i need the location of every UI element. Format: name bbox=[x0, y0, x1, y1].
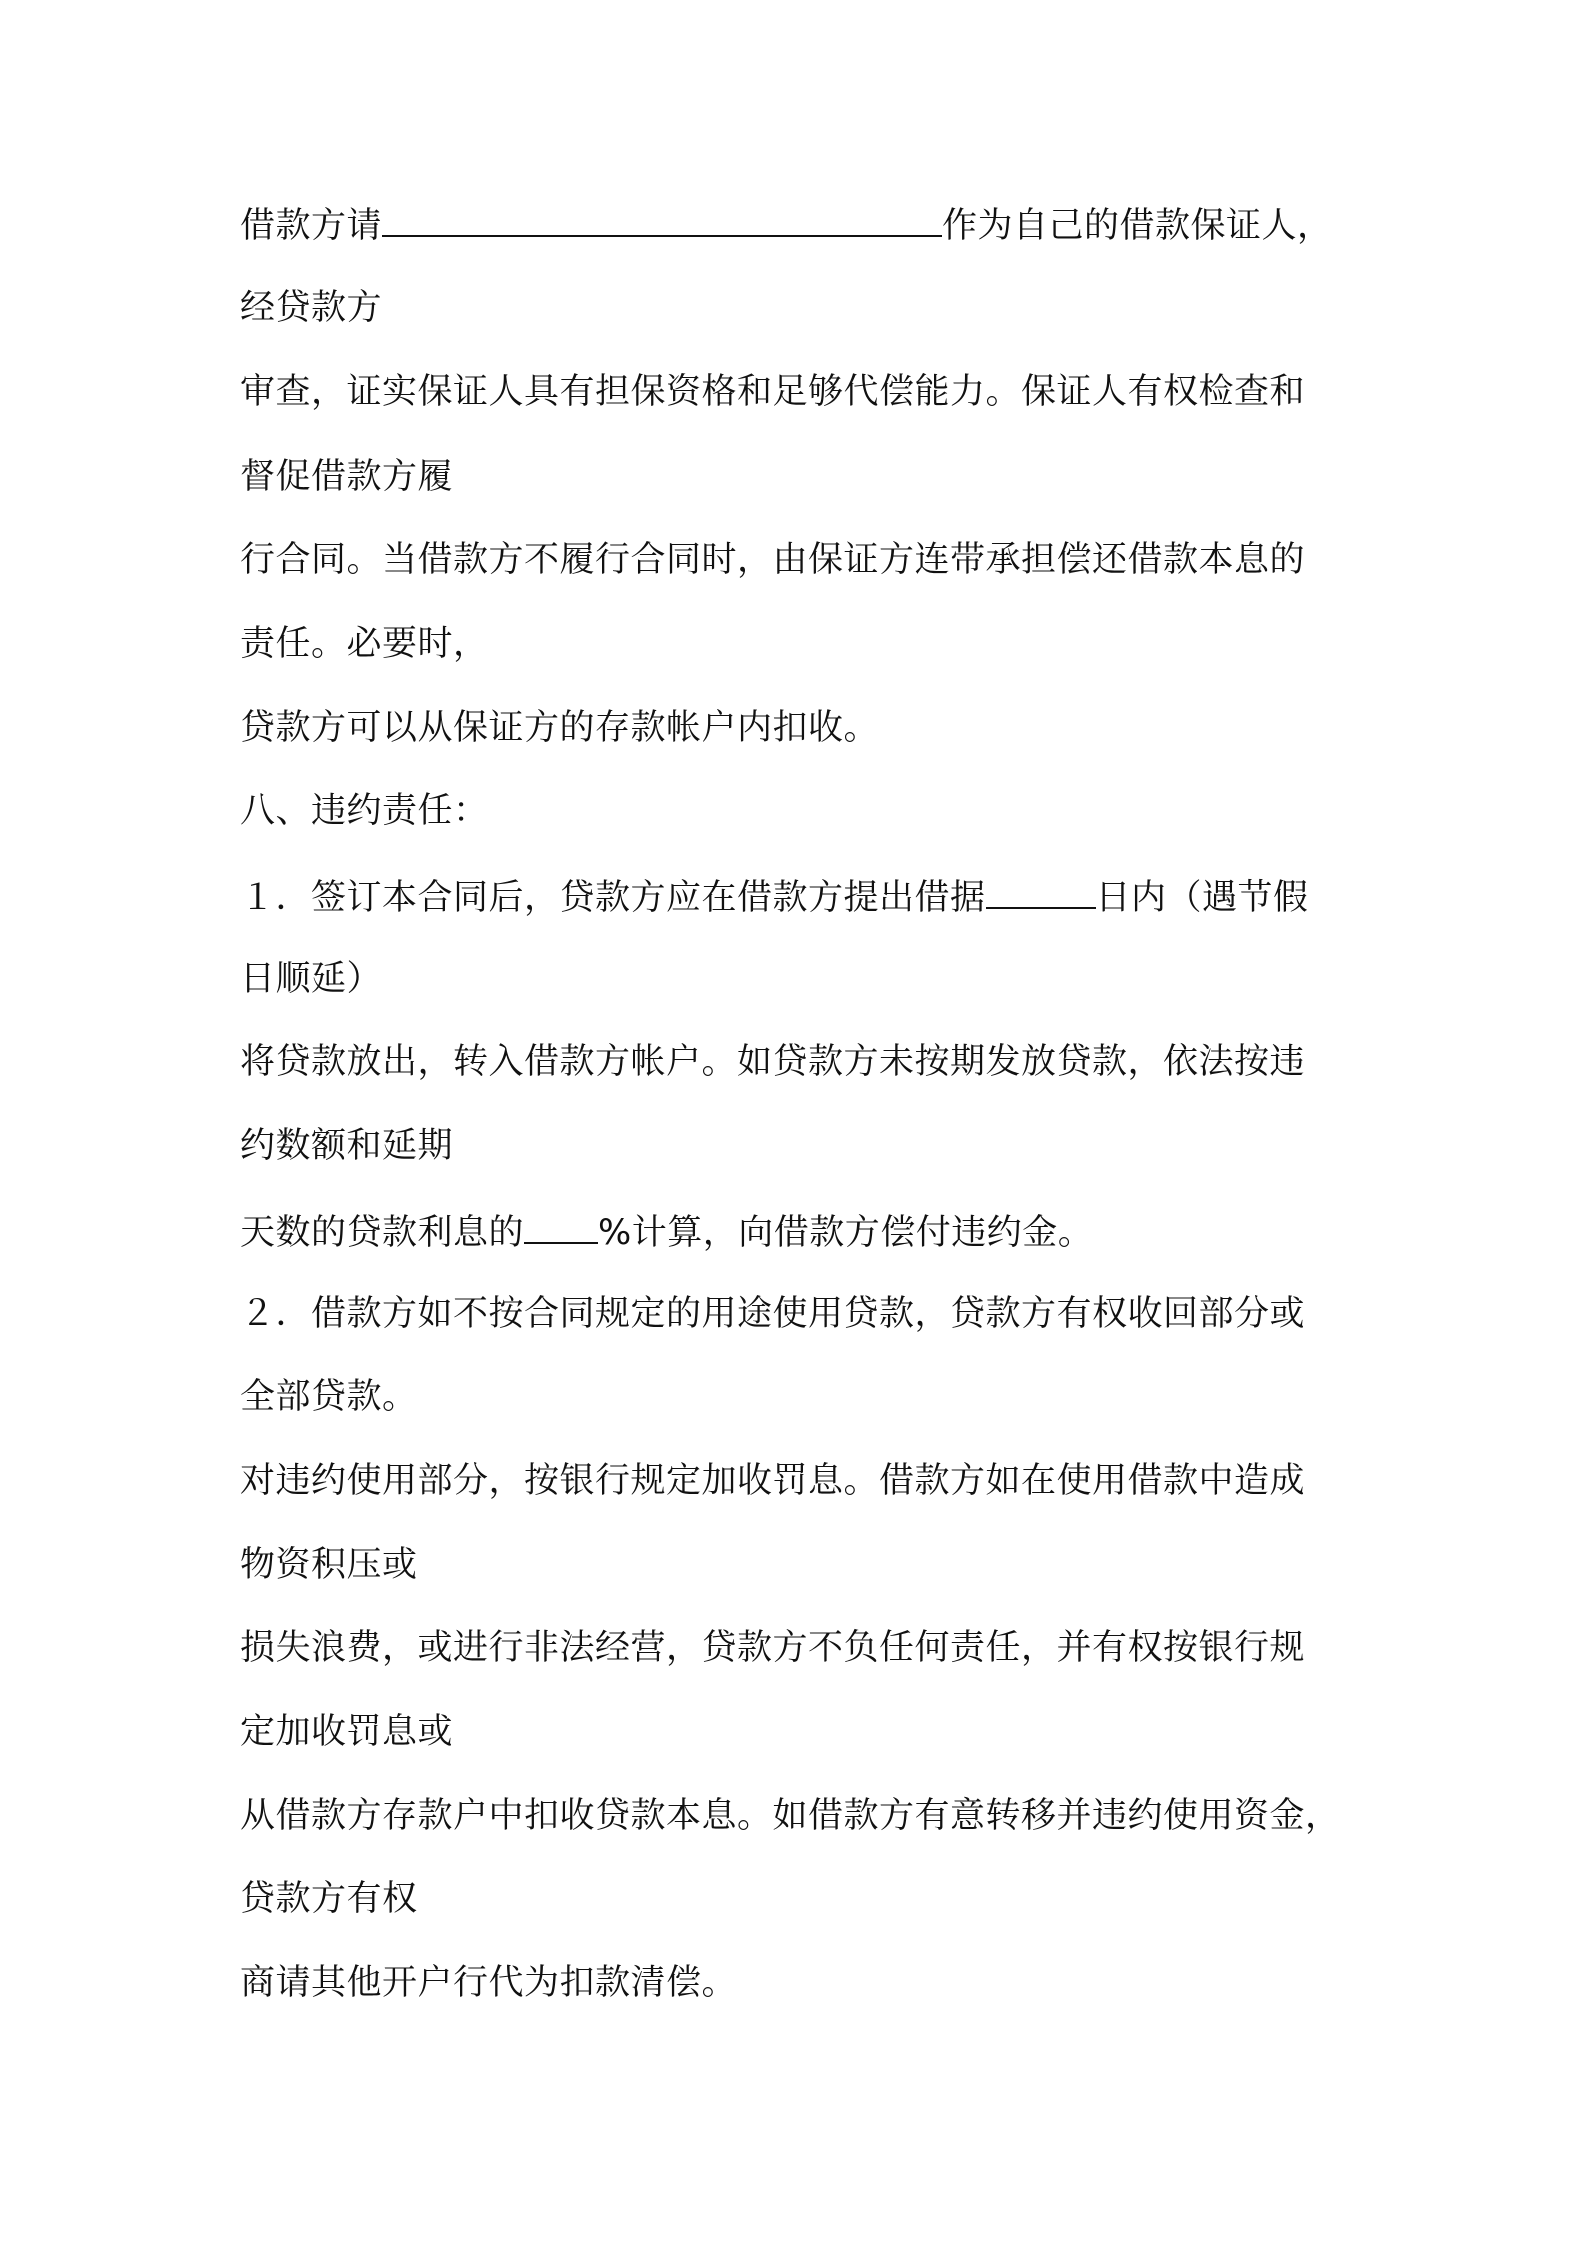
text-segment: 天数的贷款利息的 bbox=[240, 1213, 525, 1253]
text-line: 经贷款方 bbox=[240, 288, 383, 328]
text-line: ２．借款方如不按合同规定的用途使用贷款，贷款方有权收回部分或 bbox=[240, 1294, 1306, 1334]
text-segment: 作为自己的借款保证人， bbox=[942, 206, 1333, 246]
text-line: 全部贷款。 bbox=[240, 1377, 418, 1417]
text-segment: 日内（遇节假 bbox=[1095, 878, 1309, 918]
fill-in-blank-days[interactable] bbox=[986, 873, 1096, 909]
section-heading: 八、违约责任： bbox=[240, 791, 489, 831]
text-line: 贷款方可以从保证方的存款帐户内扣收。 bbox=[240, 708, 880, 748]
text-line: 对违约使用部分，按银行规定加收罚息。借款方如在使用借款中造成 bbox=[240, 1461, 1306, 1501]
text-line: 损失浪费，或进行非法经营，贷款方不负任何责任，并有权按银行规 bbox=[240, 1628, 1306, 1668]
text-line bbox=[240, 873, 1309, 920]
text-line: 将贷款放出，转入借款方帐户。如贷款方未按期发放贷款，依法按违 bbox=[240, 1042, 1306, 1082]
text-line: 行合同。当借款方不履行合同时，由保证方连带承担偿还借款本息的 bbox=[240, 540, 1306, 580]
text-line: 从借款方存款户中扣收贷款本息。如借款方有意转移并违约使用资金， bbox=[240, 1796, 1341, 1836]
text-line: 日顺延） bbox=[240, 959, 383, 999]
text-segment: 借款方请 bbox=[240, 206, 383, 246]
text-line: 审查，证实保证人具有担保资格和足够代偿能力。保证人有权检查和 bbox=[240, 372, 1306, 412]
text-line: 约数额和延期 bbox=[240, 1126, 454, 1166]
text-line bbox=[240, 201, 1333, 248]
text-line bbox=[240, 1208, 1093, 1255]
fill-in-blank-guarantor[interactable] bbox=[382, 201, 942, 237]
text-line: 责任。必要时， bbox=[240, 624, 489, 664]
text-line: 定加收罚息或 bbox=[240, 1712, 454, 1752]
text-segment: %计算，向借款方偿付违约金。 bbox=[598, 1213, 1094, 1253]
fill-in-blank-percent[interactable] bbox=[524, 1208, 598, 1244]
text-line: 商请其他开户行代为扣款清偿。 bbox=[240, 1963, 738, 2003]
text-line: 贷款方有权 bbox=[240, 1879, 418, 1919]
text-segment: １．签订本合同后，贷款方应在借款方提出借据 bbox=[240, 878, 986, 918]
text-line: 物资积压或 bbox=[240, 1545, 418, 1585]
text-line: 督促借款方履 bbox=[240, 457, 454, 497]
